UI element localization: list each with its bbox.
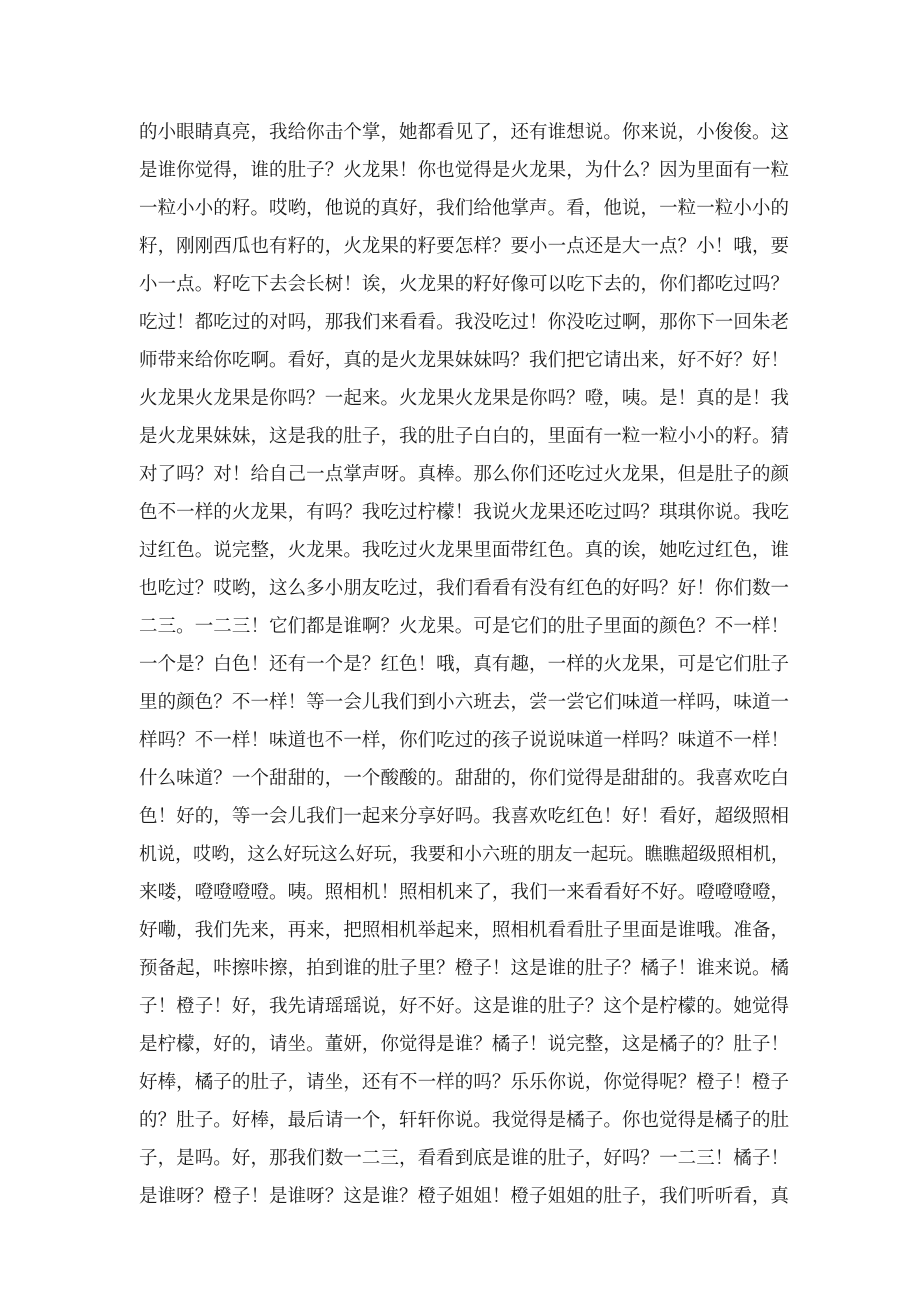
text-line: 火龙果火龙果是你吗？一起来。火龙果火龙果是你吗？噔，咦。是！真的是！我 <box>139 388 789 409</box>
text-line: 预备起，咔擦咔擦，拍到谁的肚子里？橙子！这是谁的肚子？橘子！谁来说。橘 <box>139 958 789 979</box>
text-line: 一粒小小的籽。哎哟，他说的真好，我们给他掌声。看，他说，一粒一粒小小的 <box>139 198 789 219</box>
text-line: 子！橙子！好，我先请瑶瑶说，好不好。这是谁的肚子？这个是柠檬的。她觉得 <box>139 996 789 1017</box>
text-line: 吃过！都吃过的对吗，那我们来看看。我没吃过！你没吃过啊，那你下一回朱老 <box>139 312 789 333</box>
text-line: 是谁呀？橙子！是谁呀？这是谁？橙子姐姐！橙子姐姐的肚子，我们听听看，真 <box>139 1186 789 1207</box>
text-line: 色！好的，等一会儿我们一起来分享好吗。我喜欢吃红色！好！看好，超级照相 <box>139 806 789 827</box>
text-line: 什么味道？一个甜甜的，一个酸酸的。甜甜的，你们觉得是甜甜的。我喜欢吃白 <box>139 768 789 789</box>
text-line: 是火龙果妹妹，这是我的肚子，我的肚子白白的，里面有一粒一粒小小的籽。猜 <box>139 426 789 447</box>
text-line: 子，是吗。好，那我们数一二三，看看到底是谁的肚子，好吗？一二三！橘子！ <box>139 1148 789 1169</box>
text-line: 一个是？白色！还有一个是？红色！哦，真有趣，一样的火龙果，可是它们肚子 <box>139 654 789 675</box>
text-line: 也吃过？哎哟，这么多小朋友吃过，我们看看有没有红色的好吗？好！你们数一 <box>139 578 789 599</box>
text-line: 小一点。籽吃下去会长树！诶，火龙果的籽好像可以吃下去的，你们都吃过吗？ <box>139 274 789 295</box>
text-line: 机说，哎哟，这么好玩这么好玩，我要和小六班的朋友一起玩。瞧瞧超级照相机， <box>139 844 789 865</box>
text-line: 样吗？不一样！味道也不一样，你们吃过的孩子说说味道一样吗？味道不一样！ <box>139 730 789 751</box>
text-line: 师带来给你吃啊。看好，真的是火龙果妹妹吗？我们把它请出来，好不好？好！ <box>139 350 789 371</box>
text-line: 来喽，噔噔噔噔。咦。照相机！照相机来了，我们一来看看好不好。噔噔噔噔， <box>139 882 789 903</box>
text-line: 过红色。说完整，火龙果。我吃过火龙果里面带红色。真的诶，她吃过红色，谁 <box>139 540 789 561</box>
text-line: 好棒，橘子的肚子，请坐，还有不一样的吗？乐乐你说，你觉得呢？橙子！橙子 <box>139 1072 789 1093</box>
text-line: 的？肚子。好棒，最后请一个，轩轩你说。我觉得是橘子。你也觉得是橘子的肚 <box>139 1110 789 1131</box>
text-line: 籽，刚刚西瓜也有籽的，火龙果的籽要怎样？要小一点还是大一点？小！哦，要 <box>139 236 789 257</box>
text-line: 里的颜色？不一样！等一会儿我们到小六班去，尝一尝它们味道一样吗，味道一 <box>139 692 789 713</box>
text-line: 色不一样的火龙果，有吗？我吃过柠檬！我说火龙果还吃过吗？琪琪你说。我吃 <box>139 502 789 523</box>
text-line: 的小眼睛真亮，我给你击个掌，她都看见了，还有谁想说。你来说，小俊俊。这 <box>139 122 789 143</box>
transcript-paragraph <box>139 114 789 1216</box>
text-line: 是柠檬，好的，请坐。董妍，你觉得是谁？橘子！说完整，这是橘子的？肚子！ <box>139 1034 789 1055</box>
text-line: 对了吗？对！给自己一点掌声呀。真棒。那么你们还吃过火龙果，但是肚子的颜 <box>139 464 789 485</box>
text-line: 二三。一二三！它们都是谁啊？火龙果。可是它们的肚子里面的颜色？不一样！ <box>139 616 789 637</box>
text-line: 是谁你觉得，谁的肚子？火龙果！你也觉得是火龙果，为什么？因为里面有一粒 <box>139 160 789 181</box>
text-line: 好嘞，我们先来，再来，把照相机举起来，照相机看看肚子里面是谁哦。准备， <box>139 920 789 941</box>
